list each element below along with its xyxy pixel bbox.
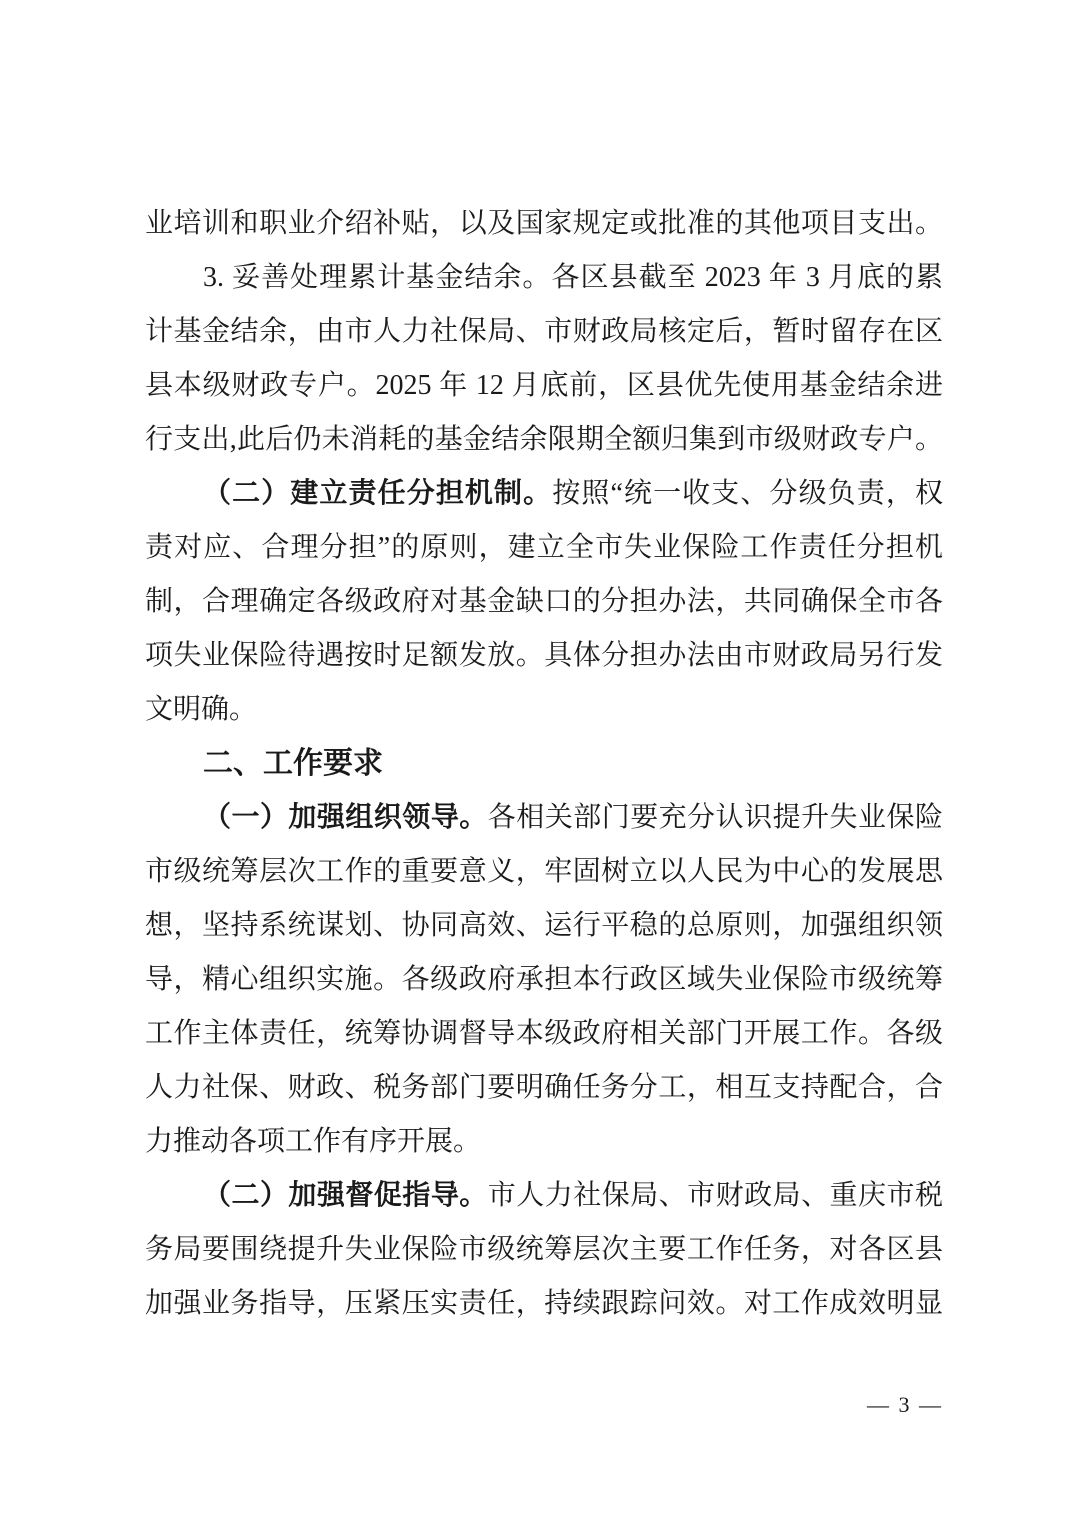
line-text: 项失业保险待遇按时足额发放。具体分担办法由市财政局另行发 <box>145 640 943 671</box>
text-line <box>145 629 943 683</box>
line-text: 行支出,此后仍未消耗的基金结余限期全额归集到市级财政专户。 <box>145 424 943 455</box>
document-body <box>145 197 943 1331</box>
line-text: 3. 妥善处理累计基金结余。各区县截至 2023 年 3 月底的累 <box>203 262 943 293</box>
text-line <box>145 251 943 305</box>
line-text: 责对应、合理分担”的原则，建立全市失业保险工作责任分担机 <box>145 532 943 563</box>
line-text: 市级统筹层次工作的重要意义，牢固树立以人民为中心的发展思 <box>145 856 943 887</box>
line-text: 各相关部门要充分认识提升失业保险 <box>487 802 943 833</box>
line-text: 市人力社保局、市财政局、重庆市税 <box>487 1180 943 1211</box>
text-line <box>145 845 943 899</box>
text-line <box>145 521 943 575</box>
line-text: 按照“统一收支、分级负责，权 <box>552 478 943 509</box>
line-text: 业培训和职业介绍补贴，以及国家规定或批准的其他项目支出。 <box>145 208 943 239</box>
line-text: 人力社保、财政、税务部门要明确任务分工，相互支持配合，合 <box>145 1072 943 1103</box>
text-line <box>145 683 943 737</box>
text-line <box>145 1277 943 1331</box>
text-line <box>145 197 943 251</box>
line-text: 工作主体责任，统筹协调督导本级政府相关部门开展工作。各级 <box>145 1018 943 1049</box>
text-line <box>145 1223 943 1277</box>
section-heading: 二、工作要求 <box>203 747 383 780</box>
line-text: 制，合理确定各级政府对基金缺口的分担办法，共同确保全市各 <box>145 586 943 617</box>
line-text: 务局要围绕提升失业保险市级统筹层次主要工作任务，对各区县 <box>145 1234 943 1265</box>
text-line <box>145 1169 943 1223</box>
line-text: 力推动各项工作有序开展。 <box>145 1126 482 1157</box>
text-line <box>145 305 943 359</box>
paragraph-label: （二）建立责任分担机制。 <box>203 478 553 509</box>
text-line <box>145 899 943 953</box>
text-line <box>145 953 943 1007</box>
text-line <box>145 359 943 413</box>
paragraph-label: （二）加强督促指导。 <box>203 1180 488 1211</box>
text-line <box>145 467 943 521</box>
text-line <box>145 575 943 629</box>
line-text: 县本级财政专户。2025 年 12 月底前，区县优先使用基金结余进 <box>145 370 943 401</box>
text-line <box>145 413 943 467</box>
line-text: 文明确。 <box>145 694 258 725</box>
page-number: — 3 — <box>867 1392 943 1417</box>
text-line <box>145 1061 943 1115</box>
line-text: 导，精心组织实施。各级政府承担本行政区域失业保险市级统筹 <box>145 964 943 995</box>
line-text: 计基金结余，由市人力社保局、市财政局核定后，暂时留存在区 <box>145 316 943 347</box>
line-text: 想，坚持系统谋划、协同高效、运行平稳的总原则，加强组织领 <box>145 910 943 941</box>
paragraph-label: （一）加强组织领导。 <box>203 802 488 833</box>
text-line <box>145 791 943 845</box>
text-line <box>145 1007 943 1061</box>
text-line <box>145 1115 943 1169</box>
line-text: 加强业务指导，压紧压实责任，持续跟踪问效。对工作成效明显 <box>145 1288 943 1319</box>
